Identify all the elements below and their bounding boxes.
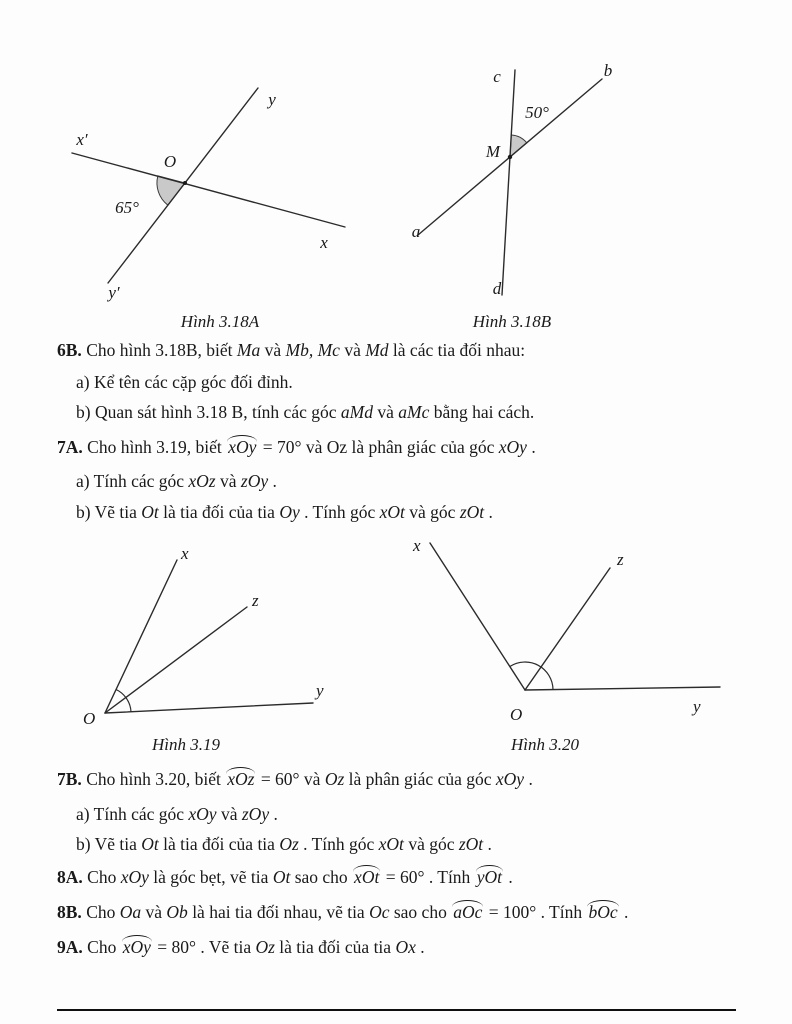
text-segment: Oa xyxy=(119,902,142,922)
text-segment: Oz xyxy=(279,834,299,854)
text-segment: và xyxy=(141,902,167,922)
text-segment: Cho xyxy=(81,902,120,922)
label-x-prime: x′ xyxy=(76,130,88,149)
figure-3-18a-svg xyxy=(60,55,360,310)
text-segment: 8B. xyxy=(57,902,82,922)
text-segment: bằng hai cách. xyxy=(429,402,535,422)
text-segment: xOt xyxy=(378,834,404,854)
text-segment: = 60° và xyxy=(256,769,325,789)
text-segment: 9A. xyxy=(57,937,83,957)
text-segment: b) Quan sát hình 3.18 B, tính các góc xyxy=(76,402,341,422)
text-segment: Oc xyxy=(369,902,390,922)
text-segment: b) Vẽ tia xyxy=(76,502,142,522)
text-segment: . Tính góc xyxy=(298,834,379,854)
text-segment: a) Tính các góc xyxy=(76,804,189,824)
bottom-rule xyxy=(57,1009,736,1011)
text-segment: zOt xyxy=(459,502,485,522)
text-segment: Cho hình 3.18B, biết xyxy=(81,340,237,360)
text-segment: . xyxy=(503,867,513,887)
text-segment: Ot xyxy=(141,502,159,522)
figure-3-18b-svg xyxy=(400,55,630,305)
text-segment: Cho hình 3.20, biết xyxy=(81,769,226,789)
label-y-prime: y′ xyxy=(108,283,120,302)
text-segment: aOc xyxy=(453,902,483,922)
text-segment: . xyxy=(415,937,425,957)
text-segment: Ob xyxy=(166,902,188,922)
text-segment: là tia đối của tia xyxy=(158,834,280,854)
caption-fig-3-18a: Hình 3.18A xyxy=(180,312,260,331)
ray-oz xyxy=(105,607,247,713)
text-segment: aMd xyxy=(340,402,373,422)
text-segment: và xyxy=(372,402,399,422)
text-segment: = 80° . Vẽ tia xyxy=(152,937,256,957)
text-segment: xOy xyxy=(122,937,151,957)
text-segment: Ot xyxy=(272,867,291,887)
line-x-prime-x xyxy=(72,153,345,227)
figure-3-20 xyxy=(405,530,725,735)
problem-8a-statement xyxy=(57,867,513,889)
vertex-o-dot xyxy=(183,181,187,185)
ray-oz xyxy=(525,568,610,690)
label-a: a xyxy=(411,222,421,241)
text-segment: 7B. xyxy=(57,769,82,789)
text-segment: Cho hình 3.19, biết xyxy=(82,437,227,457)
problem-7b-statement xyxy=(57,769,533,791)
label-d: d xyxy=(492,279,502,298)
text-segment: = 100° . Tính xyxy=(484,902,587,922)
text-segment: và xyxy=(216,804,242,824)
label-x: x xyxy=(320,233,328,252)
line-y-prime-y xyxy=(108,88,258,283)
text-segment: . xyxy=(484,502,493,522)
problem-8b-statement xyxy=(57,902,628,924)
problem-7a-part-b xyxy=(76,502,493,524)
label-y: y xyxy=(316,681,324,700)
figure-3-18b xyxy=(400,55,630,305)
text-segment: . xyxy=(526,437,536,457)
text-segment: xOy xyxy=(495,769,525,789)
text-segment: zOy xyxy=(240,471,269,491)
figure-3-20-svg xyxy=(405,530,725,735)
text-segment: = 70° và Oz là phân giác của góc xyxy=(258,437,499,457)
text-segment: là góc bẹt, vẽ tia xyxy=(148,867,273,887)
text-segment: xOy xyxy=(498,437,527,457)
problem-6b-part-b xyxy=(76,402,534,424)
text-segment: Mb, Mc xyxy=(285,340,340,360)
text-segment: là tia đối của tia xyxy=(158,502,280,522)
text-segment: và xyxy=(339,340,366,360)
text-segment: xOz xyxy=(227,769,255,789)
text-segment: a) Tính các góc xyxy=(76,471,189,491)
text-segment: và xyxy=(215,471,241,491)
label-o: O xyxy=(163,152,177,171)
label-o: O xyxy=(83,709,96,728)
text-segment: Cho xyxy=(82,867,121,887)
problem-7a-part-a xyxy=(76,471,277,493)
text-segment: Oz xyxy=(324,769,345,789)
label-x: x xyxy=(181,544,189,563)
caption-fig-3-20: Hình 3.20 xyxy=(511,735,579,754)
problem-6b-part-a xyxy=(76,372,293,394)
label-y: y xyxy=(268,90,276,109)
label-z: z xyxy=(252,591,259,610)
text-segment: xOz xyxy=(188,471,216,491)
angle-arc-z-x xyxy=(116,690,126,698)
label-z: z xyxy=(617,550,624,569)
text-segment: sao cho xyxy=(290,867,353,887)
problem-9a-statement xyxy=(57,937,425,959)
text-segment: và góc xyxy=(404,502,460,522)
text-segment: Ox xyxy=(395,937,416,957)
text-segment: zOy xyxy=(241,804,270,824)
text-segment: = 60° . Tính xyxy=(381,867,475,887)
text-segment: . Tính góc xyxy=(299,502,380,522)
text-segment: là tia đối của tia xyxy=(274,937,396,957)
text-segment: . xyxy=(483,834,492,854)
figure-3-19-svg xyxy=(75,535,335,740)
text-segment: là các tia đối nhau: xyxy=(388,340,526,360)
text-segment: bOc xyxy=(588,902,618,922)
line-c-d xyxy=(502,70,515,295)
text-segment: xOt xyxy=(354,867,380,887)
label-b: b xyxy=(603,61,613,80)
problem-6b-statement xyxy=(57,340,525,362)
ray-oy xyxy=(525,687,720,690)
problem-7b-part-b xyxy=(76,834,492,856)
text-segment: Oz xyxy=(255,937,275,957)
text-segment: zOt xyxy=(458,834,484,854)
text-segment: xOt xyxy=(379,502,405,522)
text-segment: Oy xyxy=(279,502,300,522)
text-segment: 8A. xyxy=(57,867,83,887)
problem-7b-part-a xyxy=(76,804,278,826)
angle-arc-y-z xyxy=(126,698,131,712)
text-segment: là phân giác của góc xyxy=(344,769,496,789)
label-angle-65: 65° xyxy=(115,198,139,217)
text-segment: Ma xyxy=(236,340,261,360)
text-segment: và xyxy=(260,340,286,360)
ray-oy xyxy=(105,703,313,713)
caption-fig-3-18b: Hình 3.18B xyxy=(472,312,552,331)
text-segment: là hai tia đối nhau, vẽ tia xyxy=(187,902,370,922)
text-segment: aMc xyxy=(398,402,430,422)
text-segment: xOy xyxy=(188,804,217,824)
ray-ox xyxy=(105,560,177,713)
angle-50-wedge xyxy=(510,135,527,157)
label-y: y xyxy=(693,697,701,716)
problem-7a-statement xyxy=(57,437,536,459)
text-segment: b) Vẽ tia xyxy=(76,834,142,854)
text-segment: sao cho xyxy=(389,902,452,922)
text-segment: xOy xyxy=(228,437,257,457)
label-angle-50: 50° xyxy=(525,103,549,122)
text-segment: 6B. xyxy=(57,340,82,360)
text-segment: Cho xyxy=(82,937,121,957)
text-segment: và góc xyxy=(403,834,459,854)
label-o: O xyxy=(510,705,523,724)
text-segment: . xyxy=(619,902,629,922)
text-segment: a) Kể tên các cặp góc đối đỉnh. xyxy=(76,372,293,392)
text-segment: Md xyxy=(365,340,389,360)
text-segment: Ot xyxy=(141,834,159,854)
text-segment: yOt xyxy=(476,867,502,887)
vertex-m-dot xyxy=(508,155,512,159)
caption-fig-3-19: Hình 3.19 xyxy=(152,735,220,754)
figure-3-19 xyxy=(75,535,335,740)
text-segment: . xyxy=(269,804,278,824)
ray-ox xyxy=(430,543,525,690)
label-m: M xyxy=(485,142,501,161)
text-segment: xOy xyxy=(120,867,149,887)
text-segment: . xyxy=(524,769,533,789)
label-c: c xyxy=(493,67,501,86)
figure-3-18a xyxy=(60,55,360,310)
label-x: x xyxy=(413,536,421,555)
text-segment: . xyxy=(268,471,277,491)
text-segment: 7A. xyxy=(57,437,83,457)
